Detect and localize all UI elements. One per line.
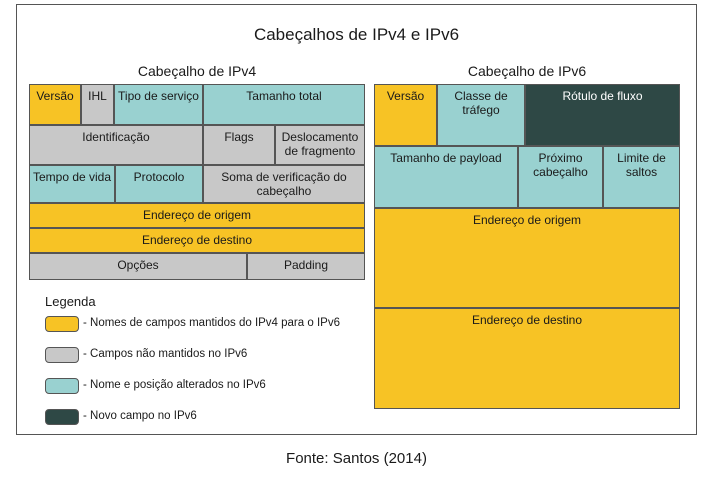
figure-title: Cabeçalhos de IPv4 e IPv6 [253, 25, 460, 44]
ipv4-field-tamanho-total: Tamanho total [203, 84, 365, 125]
ipv4-field-flags: Flags [203, 125, 275, 165]
ipv6-field-tamanho-payload: Tamanho de payload [374, 146, 518, 208]
ipv6-field-versao: Versão [374, 84, 437, 146]
ipv4-field-endereco-origem: Endereço de origem [29, 203, 365, 228]
ipv4-field-ihl: IHL [81, 84, 114, 125]
legend-swatch-changed [45, 378, 79, 394]
ipv6-title: Cabeçalho de IPv6 [467, 63, 587, 79]
ipv6-field-classe-trafego: Classe de tráfego [437, 84, 525, 146]
figure-frame [16, 4, 697, 435]
ipv6-field-endereco-destino: Endereço de destino [374, 308, 680, 409]
ipv4-field-identificacao: Identificação [29, 125, 203, 165]
ipv4-title: Cabeçalho de IPv4 [137, 63, 257, 79]
legend-swatch-new [45, 409, 79, 425]
ipv4-field-padding: Padding [247, 253, 365, 280]
ipv4-field-tipo-servico: Tipo de serviço [114, 84, 203, 125]
ipv6-field-endereco-origem: Endereço de origem [374, 208, 680, 308]
ipv4-field-versao: Versão [29, 84, 81, 125]
ipv4-field-opcoes: Opções [29, 253, 247, 280]
ipv6-field-proximo-cabecalho: Próximo cabeçalho [518, 146, 603, 208]
ipv4-field-endereco-destino: Endereço de destino [29, 228, 365, 253]
legend-title: Legenda [45, 294, 96, 309]
ipv6-field-limite-saltos: Limite de saltos [603, 146, 680, 208]
legend-label-removed: - Campos não mantidos no IPv6 [83, 348, 248, 360]
legend-label-new: - Novo campo no IPv6 [83, 410, 197, 422]
figure-source: Fonte: Santos (2014) [286, 450, 427, 467]
legend-label-kept: - Nomes de campos mantidos do IPv4 para o IPv6 [83, 317, 340, 329]
ipv4-field-tempo-vida: Tempo de vida [29, 165, 115, 203]
ipv4-field-protocolo: Protocolo [115, 165, 203, 203]
legend-label-changed: - Nome e posição alterados no IPv6 [83, 379, 266, 391]
ipv4-field-deslocamento: Deslocamento de fragmento [275, 125, 365, 165]
ipv4-field-soma-verificacao: Soma de verificação do cabeçalho [203, 165, 365, 203]
legend-swatch-kept [45, 316, 79, 332]
ipv6-field-rotulo-fluxo: Rótulo de fluxo [525, 84, 680, 146]
legend-swatch-removed [45, 347, 79, 363]
